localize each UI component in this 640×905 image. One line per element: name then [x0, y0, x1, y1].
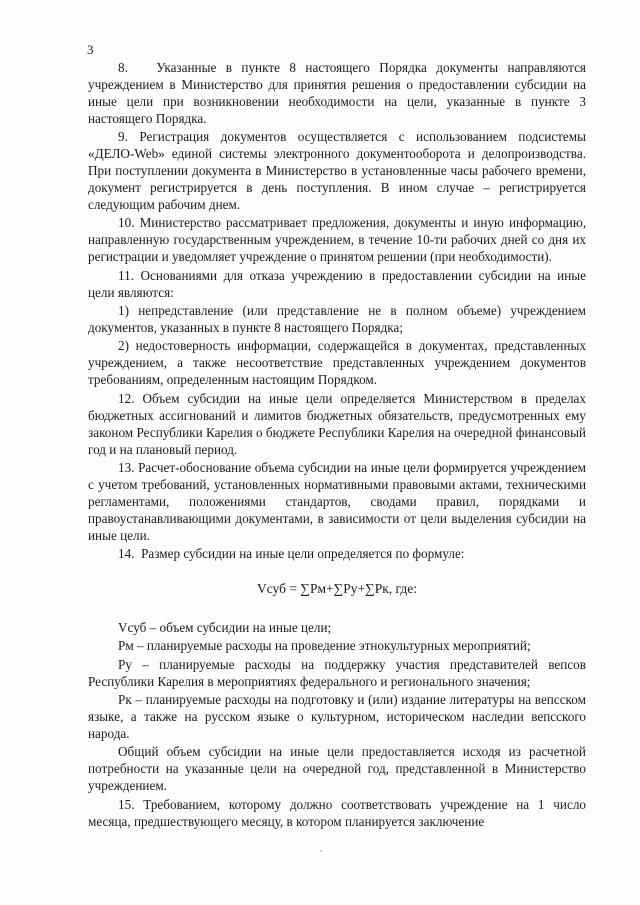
paragraph-9: 9. Регистрация документов осуществляется с использованием подсистемы «ДЕЛО-Web» единой системы электронного документооборота и делопроизводства. При поступлении документа в Министерство в установленные часы рабочего времени, документ регистрируется в день поступления. В ином случае – регистрируется следующим рабочим днем.: [88, 129, 586, 212]
paragraph-total-volume: Общий объем субсидии на иные цели предоставляется исходя из расчетной потребности на указанные цели на очередной год, представленной в Министерство учреждением.: [88, 744, 586, 794]
definition-rk: Рк – планируемые расходы на подготовку и (или) издание литературы на вепсском языке, а также на русском языке о культурном, историческом наследии вепсского народа.: [88, 692, 586, 741]
paragraph-8: 8. Указанные в пункте 8 настоящего Порядка документы направляются учреждением в Министерство для принятия решения о предоставлении субсидии на иные цели при возникновении необходимости на цели, указанные в пункте 3 настоящего Порядка.: [88, 60, 586, 126]
definition-vsub: Vсуб – объем субсидии на иные цели;: [118, 619, 332, 635]
paragraph-12: 12. Объем субсидии на иные цели определяется Министерством в пределах бюджетных ассигнований и лимитов бюджетных обязательств, предусмотренных ему законом Республики Карелия о бюджете Республики Карелия на очередной финансовый год и на плановый период.: [88, 390, 586, 457]
paragraph-13: 13. Расчет-обоснование объема субсидии на иные цели формируется учреждением с учетом требований, установленных нормативными правовыми актами, техническими регламентами, положениями стандартов, сводами правил, порядками и правоустанавливающими документами, в зависимости от цели выделения субсидии на иные цели.: [88, 460, 586, 543]
definition-rm: Рм – планируемые расходы на проведение этнокультурных мероприятий;: [118, 638, 531, 654]
paragraph-14: 14. Размер субсидии на иные цели определяется по формуле:: [118, 546, 465, 562]
subsidy-formula: Vсуб = ∑Рм+∑Ру+∑Рк, где:: [256, 581, 418, 597]
document-body: [88, 60, 586, 832]
paragraph-11-item-1: 1) непредставление (или представление не в полном объеме) учреждением документов, указанных в пункте 8 настоящего Порядка;: [88, 303, 586, 335]
paragraph-11: 11. Основаниями для отказа учреждению в предоставлении субсидии на иные цели являются:: [88, 267, 586, 300]
paragraph-10: 10. Министерство рассматривает предложения, документы и иную информацию, направленную государственным учреждением, в течение 10-ти рабочих дней со дня их регистрации и уведомляет учреждение о принятом решении (при необходимости).: [88, 215, 586, 265]
scan-speck: [320, 850, 322, 852]
definition-ru: Ру – планируемые расходы на поддержку участия представителей вепсов Республики Карелия в мероприятиях федерального и регионального значения;: [88, 656, 586, 689]
page-number: 3: [87, 42, 94, 57]
paragraph-11-item-2: 2) недостоверность информации, содержащейся в документах, представленных учреждением, а также несоответствие представленных учреждением документов требованиям, определенным настоящим Порядком.: [88, 338, 586, 388]
paragraph-15: 15. Требованием, которому должно соответствовать учреждение на 1 число месяца, предшествующего месяцу, в котором планируется заключение: [88, 796, 586, 829]
